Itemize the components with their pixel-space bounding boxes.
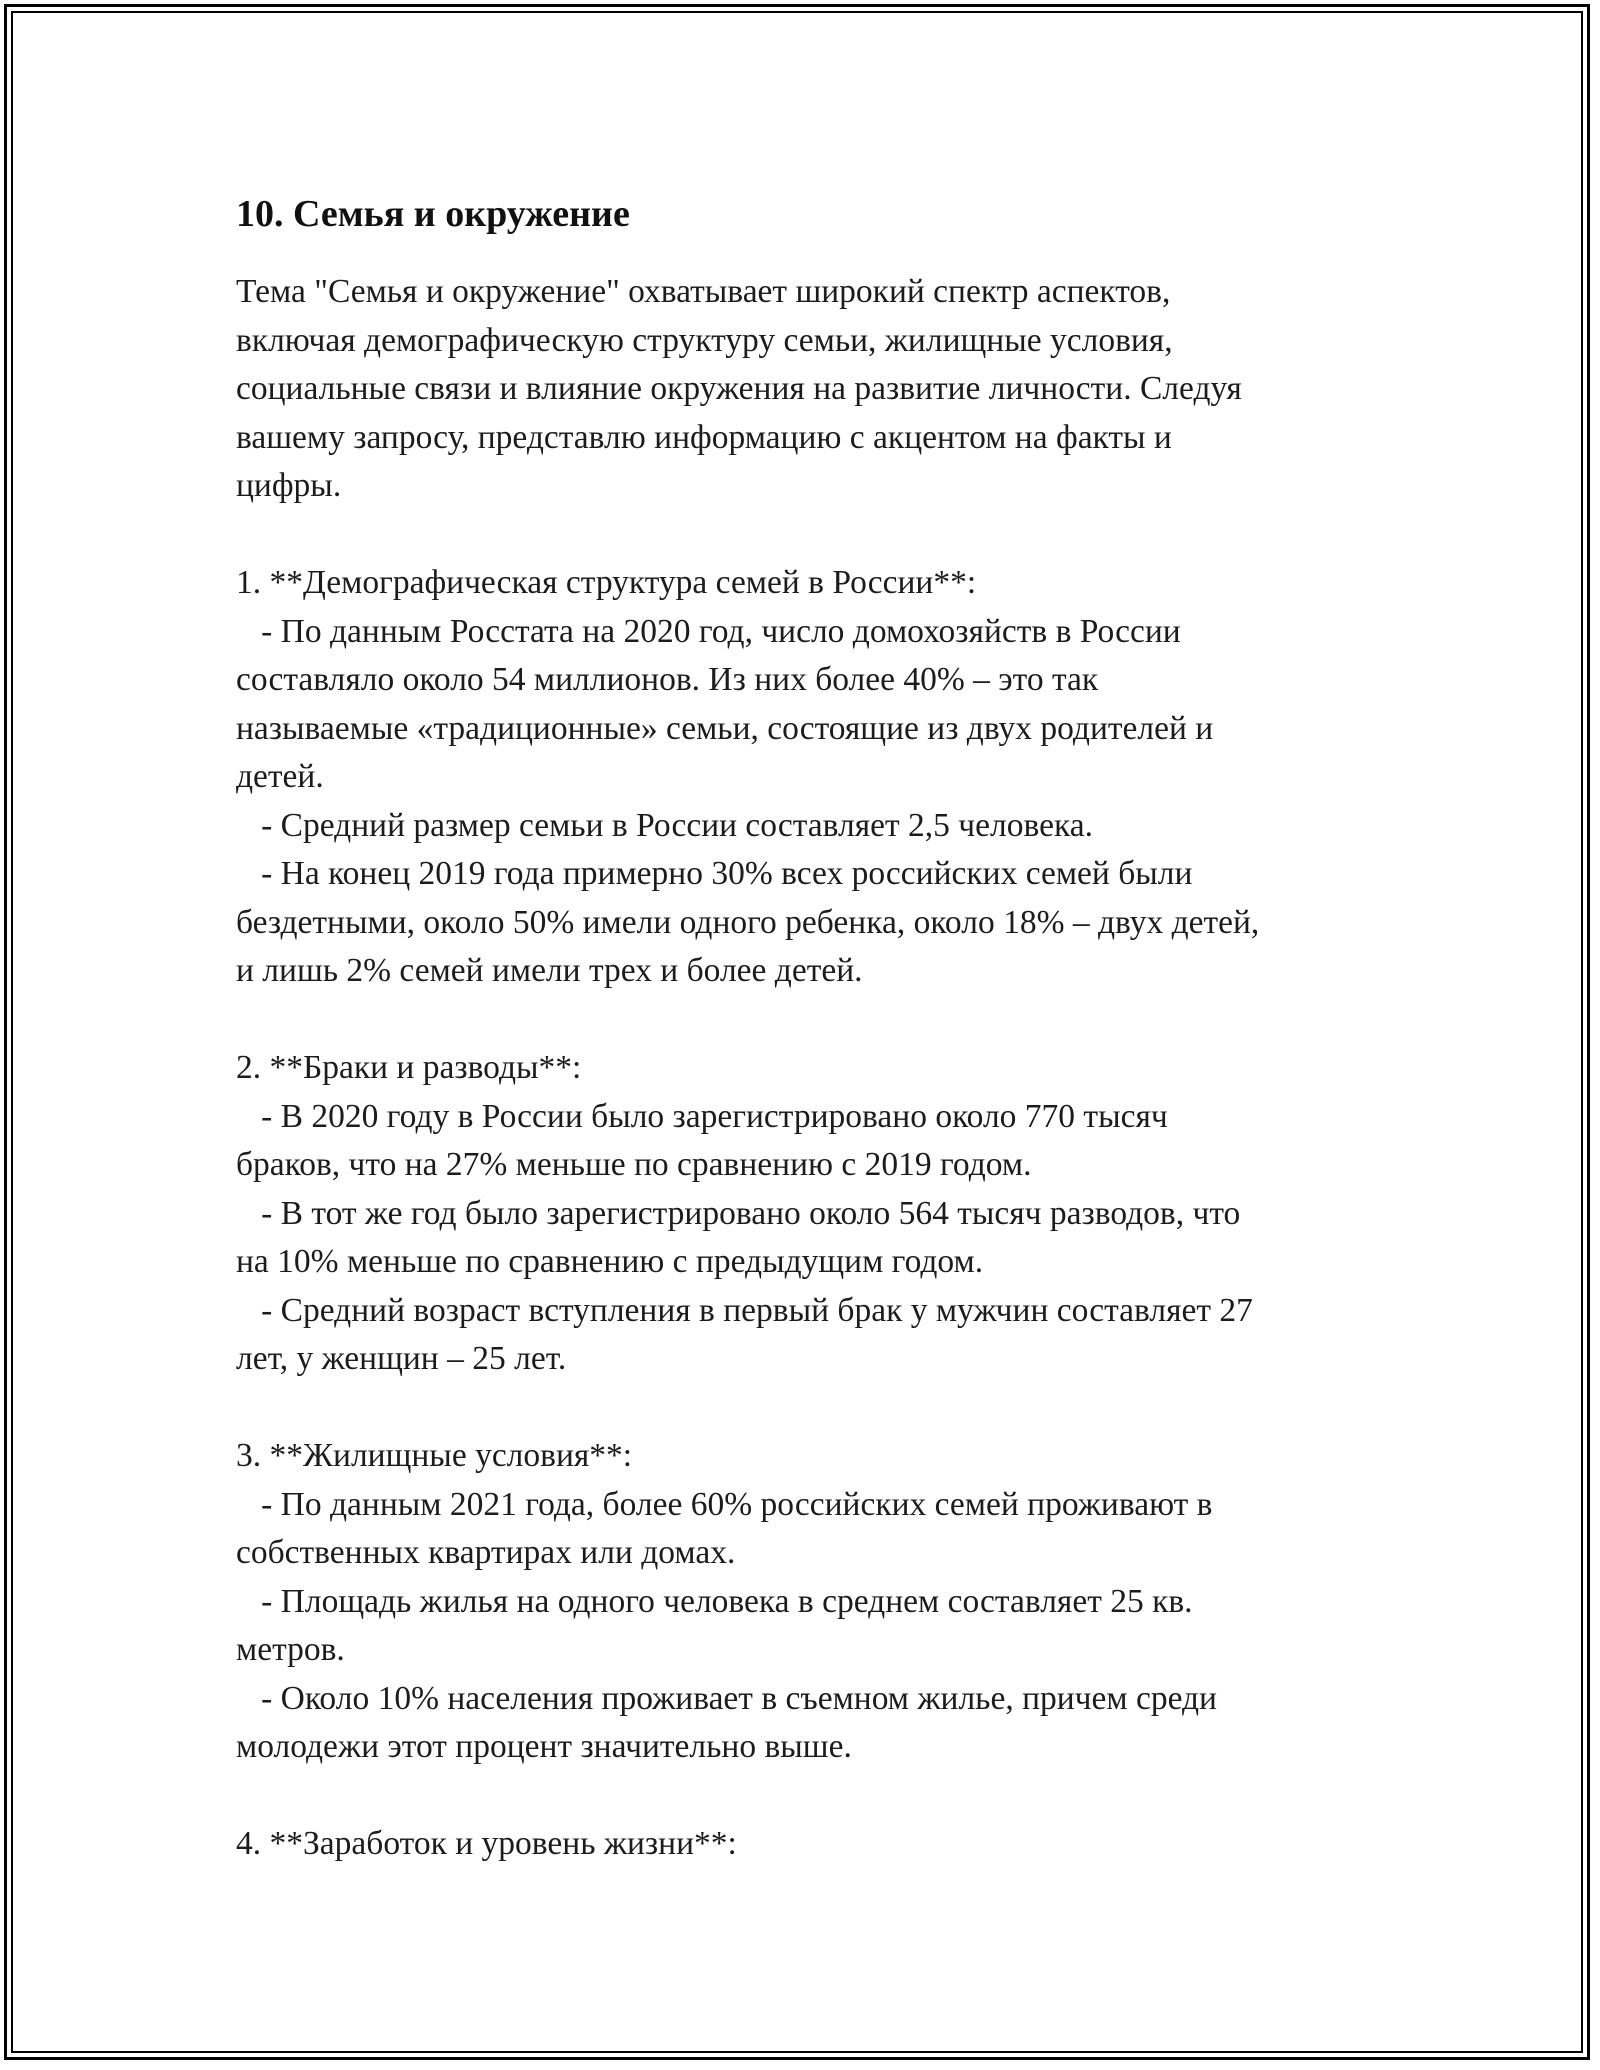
section-line: - В 2020 году в России было зарегистрировано около 770 тысяч xyxy=(236,1097,1168,1135)
section-heading: 3. **Жилищные условия**: xyxy=(236,1437,633,1474)
section-line: и лишь 2% семей имели трех и более детей. xyxy=(236,952,863,989)
section-income xyxy=(236,1820,1396,1869)
spacer xyxy=(236,996,1396,1045)
section-line: - По данным Росстата на 2020 год, число домохозяйств в России xyxy=(236,612,1181,650)
intro-paragraph xyxy=(236,268,1396,511)
document-title: 10. Семья и окружение xyxy=(236,193,630,235)
section-line: лет, у женщин – 25 лет. xyxy=(236,1340,567,1377)
intro-line: вашему запросу, представлю информацию с акцентом на факты и xyxy=(236,418,1172,456)
section-line: браков, что на 27% меньше по сравнению с 2019 годом. xyxy=(236,1146,1032,1183)
document-page xyxy=(236,190,1396,1869)
section-line: на 10% меньше по сравнению с предыдущим годом. xyxy=(236,1243,984,1280)
section-heading: 2. **Браки и разводы**: xyxy=(236,1049,582,1086)
section-line: - Средний размер семьи в России составляет 2,5 человека. xyxy=(236,806,1093,844)
section-housing xyxy=(236,1432,1396,1772)
section-line: - В тот же год было зарегистрировано около 564 тысяч разводов, что xyxy=(236,1194,1241,1232)
intro-line: социальные связи и влияние окружения на развитие личности. Следуя xyxy=(236,370,1242,407)
section-heading: 1. **Демографическая структура семей в России**: xyxy=(236,564,977,601)
intro-line: включая демографическую структуру семьи, жилищные условия, xyxy=(236,321,1173,359)
section-line: - На конец 2019 года примерно 30% всех российских семей были xyxy=(236,855,1193,892)
section-line: называемые «традиционные» семьи, состоящие из двух родителей и xyxy=(236,709,1214,747)
intro-line: цифры. xyxy=(236,467,342,504)
spacer xyxy=(236,1384,1396,1433)
section-marriages-divorces xyxy=(236,1044,1396,1384)
section-line: - Средний возраст вступления в первый брак у мужчин составляет 27 xyxy=(236,1291,1253,1329)
section-line: собственных квартирах или домах. xyxy=(236,1534,736,1571)
spacer xyxy=(236,1772,1396,1821)
section-line: - По данным 2021 года, более 60% российских семей проживают в xyxy=(236,1485,1213,1523)
section-demographics xyxy=(236,559,1396,996)
section-heading: 4. **Заработок и уровень жизни**: xyxy=(236,1825,737,1862)
section-line: метров. xyxy=(236,1631,345,1668)
section-line: бездетными, около 50% имели одного ребенка, около 18% – двух детей, xyxy=(236,903,1260,941)
spacer xyxy=(236,511,1396,560)
intro-line: Тема "Семья и окружение" охватывает широкий спектр аспектов, xyxy=(236,273,1171,310)
section-line: молодежи этот процент значительно выше. xyxy=(236,1728,852,1765)
section-line: - Около 10% населения проживает в съемном жилье, причем среди xyxy=(236,1679,1217,1717)
section-line: детей. xyxy=(236,758,324,795)
section-line: составляло около 54 миллионов. Из них более 40% – это так xyxy=(236,661,1099,698)
section-line: - Площадь жилья на одного человека в среднем составляет 25 кв. xyxy=(236,1582,1193,1620)
